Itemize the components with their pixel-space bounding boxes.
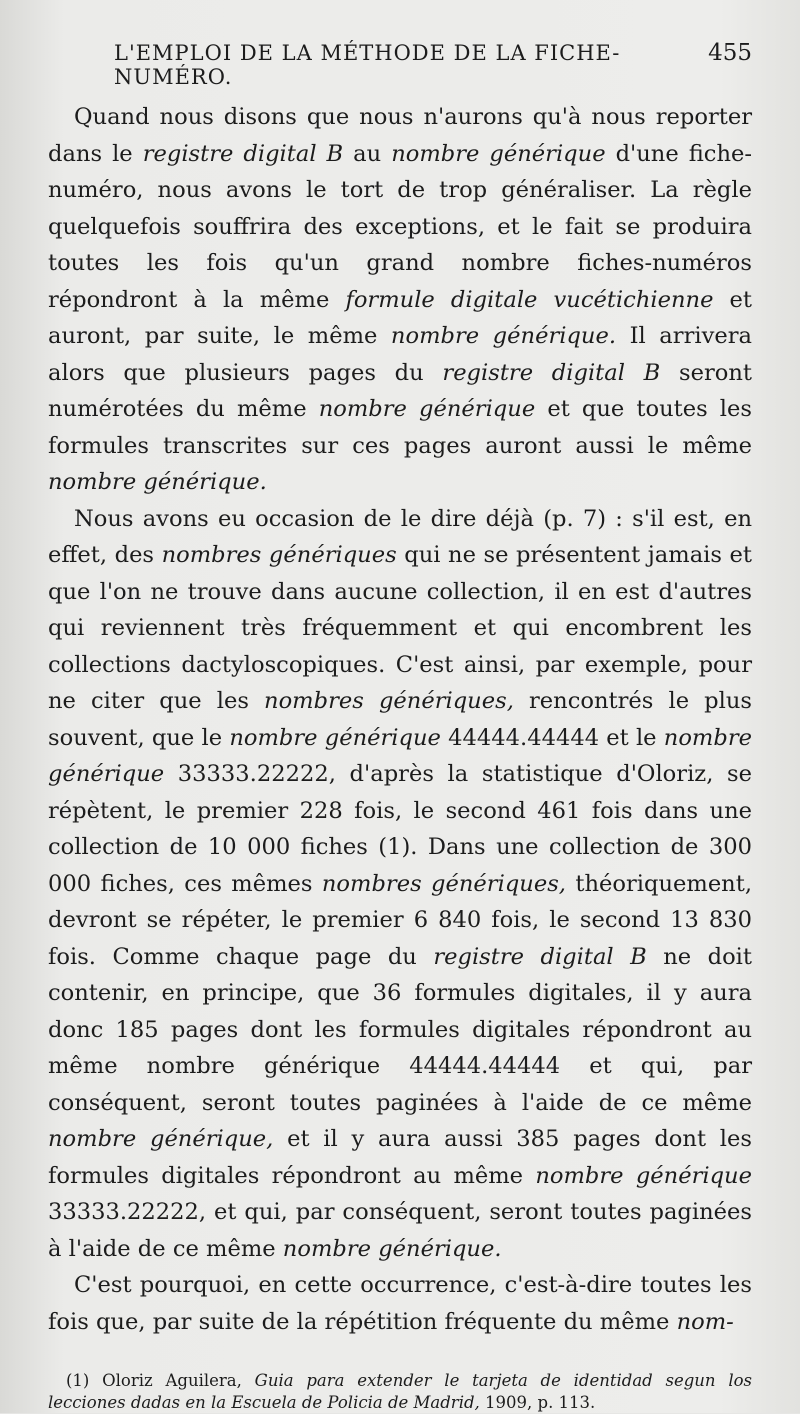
text-run: et il y aura aussi 385 pages dont les formules digitales répondront au même (48, 1126, 752, 1189)
italic-run: nombre générique (535, 1162, 752, 1189)
footnotes (48, 1370, 752, 1414)
text-run: rencontrés le plus souvent, que le (48, 688, 752, 751)
text-run: 33333.22222, d'après la statistique d'Oloriz, se répètent, le premier 228 fois, le second 461 fois dans une collection de 10 000 fiches (1). Dans une collection de 300 000 fiches, ces mêmes (48, 761, 752, 897)
paragraph (48, 501, 752, 1268)
italic-run: nom- (676, 1308, 734, 1335)
text-run: Nous avons eu occasion de le dire déjà (p. 7) : s'il est, en effet, des (48, 505, 752, 568)
italic-run: Guia para extender le tarjeta de identidad segun los lecciones dadas en la Escuela de Policia de Madrid, (48, 1371, 752, 1412)
text-run: Il arrivera alors que plusieurs pages du (48, 323, 753, 386)
italic-run: nombre générique (391, 140, 606, 167)
running-header (48, 40, 752, 89)
italic-run: nombre générique (229, 724, 441, 751)
text-run: 33333.22222, et qui, par conséquent, seront toutes paginées à l'aide de ce même (48, 1199, 752, 1262)
text-run: 1909, p. 113. (479, 1393, 596, 1412)
text-run: (1) Oloriz Aguilera, (66, 1371, 255, 1390)
italic-run: nombres génériques, (264, 688, 514, 714)
main-text (48, 99, 752, 1340)
italic-run: registre digital B (433, 943, 647, 970)
running-title: L'EMPLOI DE LA MÉTHODE DE LA FICHE-NUMÉRO. (114, 41, 621, 89)
text-run: ne doit contenir, en principe, que 36 formules digitales, il y aura donc 185 pages dont les formules digitales répondront au même nombre générique 44444.44444 et qui, par conséquent, seront toutes paginées à l'aide de ce même (48, 943, 752, 1116)
italic-run: registre digital B (442, 359, 661, 386)
italic-run: nombre générique (48, 724, 752, 787)
italic-run: nombre générique. (390, 323, 617, 349)
text-run: et auront, par suite, le même (48, 286, 752, 349)
italic-run: nombre générique, (48, 1126, 274, 1152)
text-run: théoriquement, devront se répéter, le premier 6 840 fois, le second 13 830 fois. Comme chaque page du (48, 870, 752, 970)
italic-run: nombres génériques (161, 542, 397, 568)
paragraph (48, 1267, 752, 1340)
text-run: d'une fiche-numéro, nous avons le tort de trop généraliser. La règle quelquefois souffrira des exceptions, et le fait se produira toutes les fois qu'un grand nombre fiches-numéros répondront à la même (48, 140, 753, 313)
text-run: au (343, 140, 392, 167)
italic-run: registre digital B (142, 140, 344, 167)
text-run: et que toutes les formules transcrites sur ces pages auront aussi le même (48, 396, 752, 459)
italic-run: formule digitale vucétichienne (345, 286, 714, 313)
italic-run: nombre générique. (282, 1235, 502, 1262)
italic-run: nombre générique. (48, 469, 267, 495)
italic-run: nombre générique (318, 396, 536, 422)
text-run: seront numérotées du même (48, 359, 752, 422)
text-run: 44444.44444 et le (440, 724, 664, 751)
page-number: 455 (708, 40, 752, 66)
text-run: C'est pourquoi, en cette occurrence, c'est-à-dire toutes les fois que, par suite de la répétition fréquente du même (48, 1272, 752, 1335)
italic-run: nombres génériques, (321, 870, 566, 897)
text-run: qui ne se présentent jamais et que l'on ne trouve dans aucune collection, il en est d'autres qui reviennent très fréquemment et qui encombrent les collections dactyloscopiques. C'est ainsi, par exemple, pour ne citer que les (48, 542, 752, 714)
paragraph (48, 99, 752, 501)
text-run: Quand nous disons que nous n'aurons qu'à nous reporter dans le (48, 104, 752, 167)
footnote (48, 1370, 752, 1414)
